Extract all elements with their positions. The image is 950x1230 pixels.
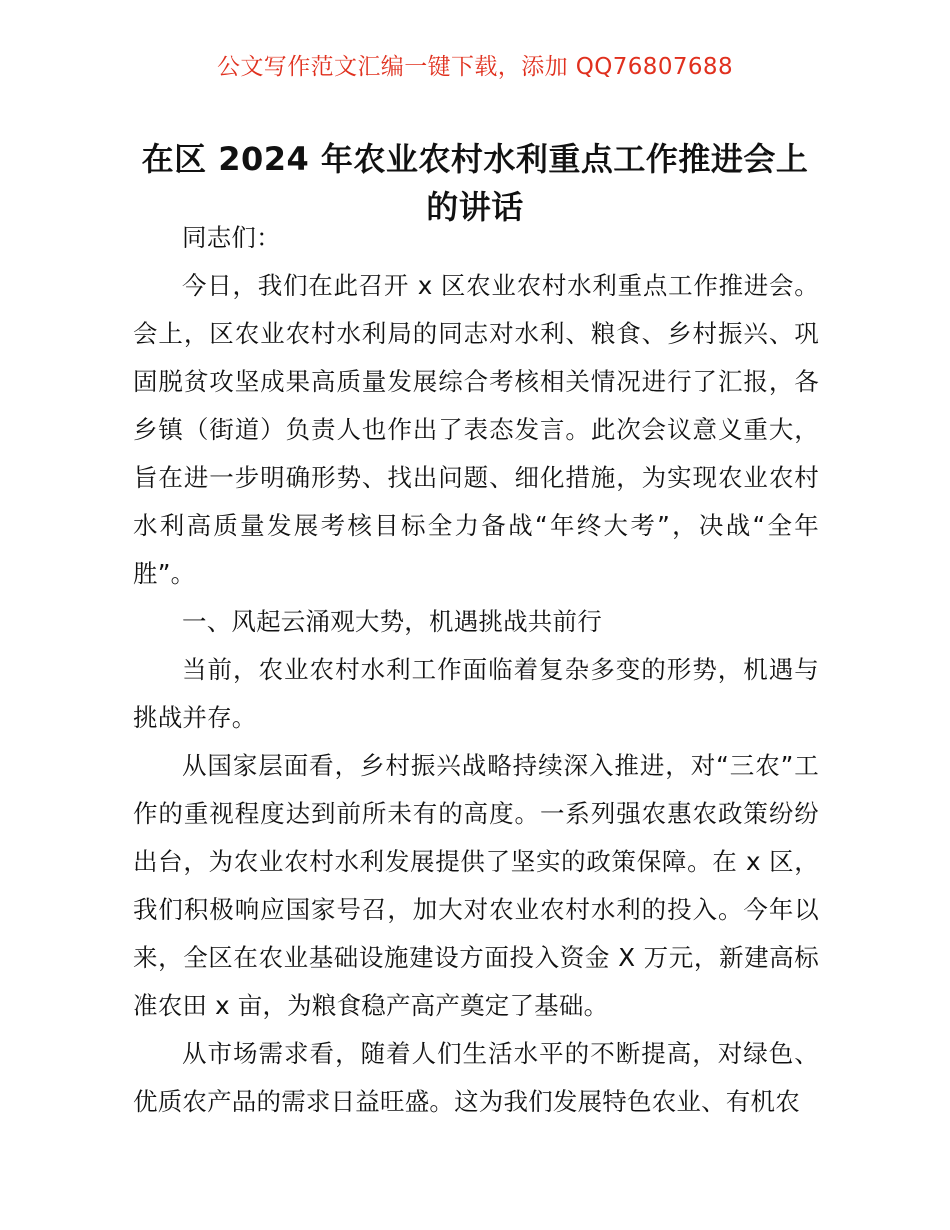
- document-title: 在区 2024 年农业农村水利重点工作推进会上的讲话: [141, 140, 809, 227]
- section-heading-one: 一、风起云涌观大势，机遇挑战共前行: [182, 607, 602, 636]
- paragraph-intro: 今日，我们在此召开 x 区农业农村水利重点工作推进会。会上，区农业农村水利局的同志对水利、粮食、乡村振兴、巩固脱贫攻坚成果高质量发展综合考核相关情况进行了汇报，各乡镇（街道）负责人也作出了表态发言。此次会议意义重大，旨在进一步明确形势、找出问题、细化措施，为实现农业农村水利高质量发展考核目标全力备战“年终大考”，决战“全年胜”。: [133, 271, 819, 588]
- promo-header-banner: 公文写作范文汇编一键下载，添加 QQ76807688: [217, 54, 733, 80]
- paragraph-current-situation: 当前，农业农村水利工作面临着复杂多变的形势，机遇与挑战并存。: [133, 655, 819, 732]
- salutation-line: 同志们：: [182, 223, 281, 252]
- document-body: [133, 214, 819, 1126]
- paragraph-market-demand: 从市场需求看，随着人们生活水平的不断提高，对绿色、优质农产品的需求日益旺盛。这为我们发展特色农业、有机农: [133, 1039, 819, 1116]
- paragraph-national-level: 从国家层面看，乡村振兴战略持续深入推进，对“三农”工作的重视程度达到前所未有的高度。一系列强农惠农政策纷纷出台，为农业农村水利发展提供了坚实的政策保障。在 x 区，我们积极响应国家号召，加大对农业农村水利的投入。今年以来，全区在农业基础设施建设方面投入资金 X 万元，新建高标准农田 x 亩，为粮食稳产高产奠定了基础。: [133, 751, 819, 1020]
